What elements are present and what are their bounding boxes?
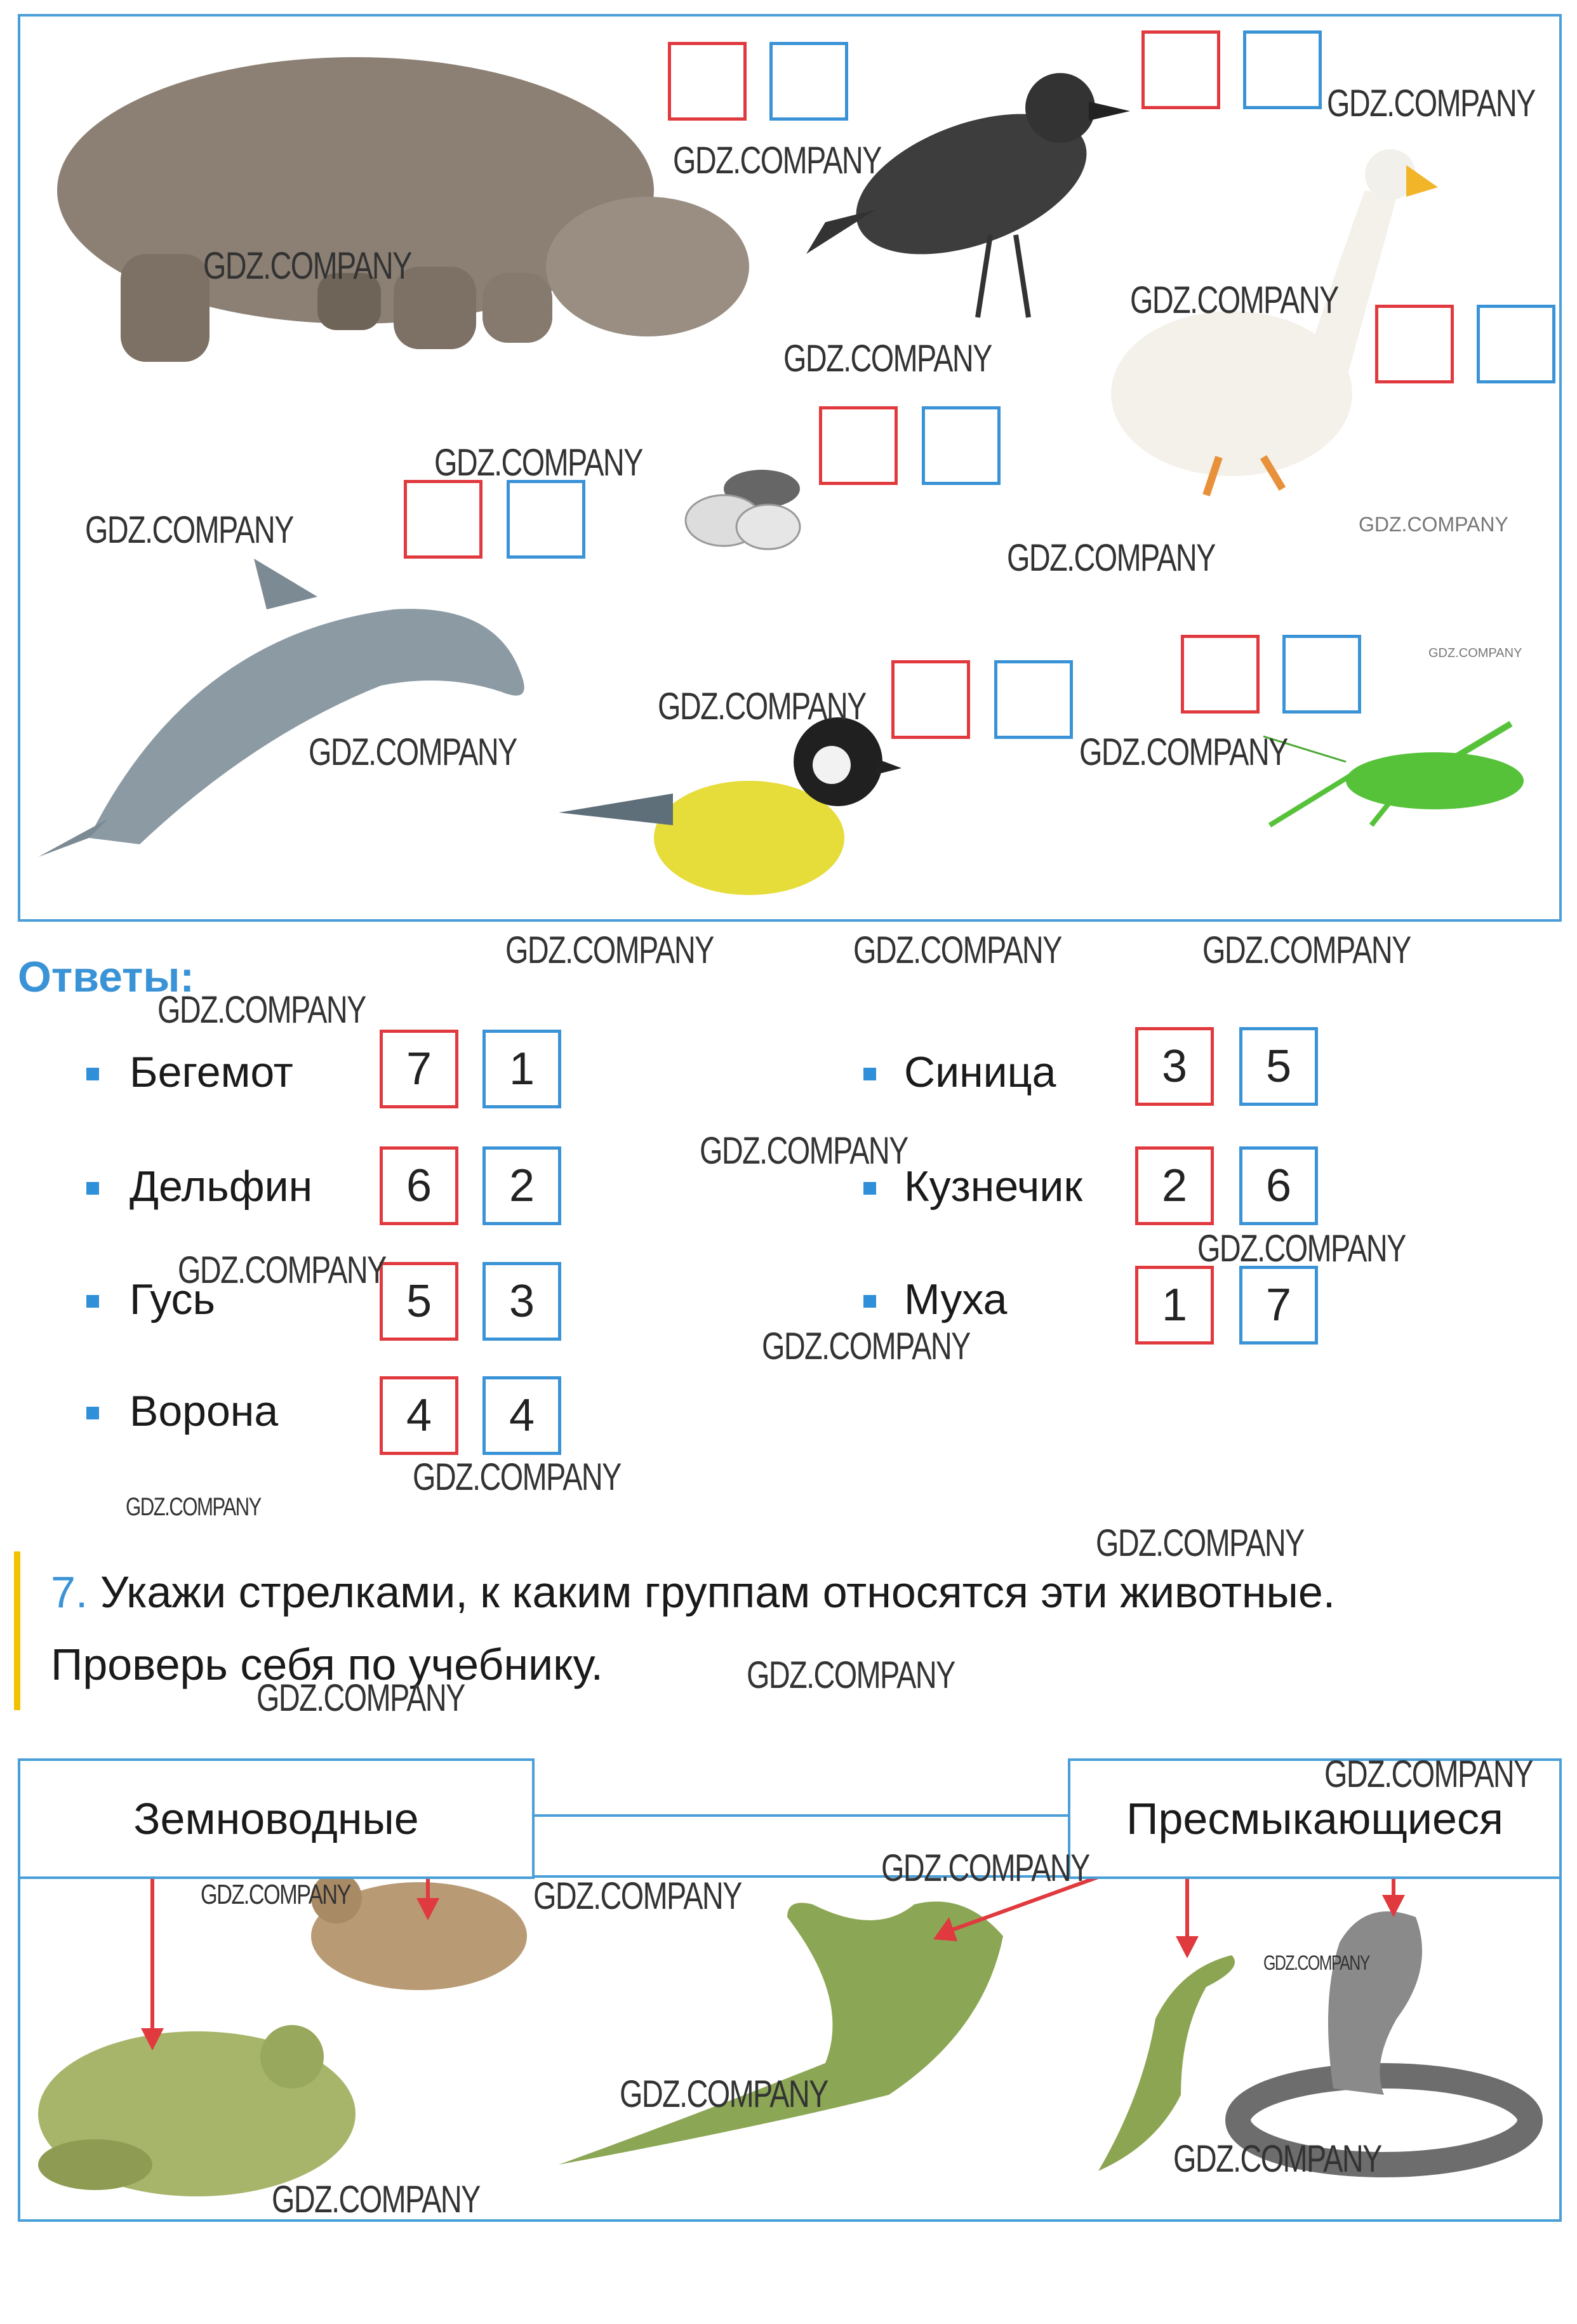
watermark: GDZ.COMPANY	[256, 1677, 465, 1719]
watermark: GDZ.COMPANY	[1130, 279, 1338, 321]
answer-blue-grasshopper: 6	[1239, 1146, 1318, 1225]
bullet	[86, 1407, 99, 1419]
dolphin-illustration	[38, 559, 524, 857]
fly-blue-box[interactable]	[922, 406, 1001, 485]
watermark: GDZ.COMPANY	[1324, 1753, 1533, 1795]
answer-blue-crow: 4	[482, 1376, 561, 1455]
bullet	[863, 1182, 876, 1195]
watermark: GDZ.COMPANY	[1079, 731, 1288, 773]
tit-blue-box[interactable]	[994, 660, 1073, 739]
watermark: GDZ.COMPANY	[762, 1325, 970, 1367]
task7-line1	[51, 1567, 1335, 1617]
watermark: GDZ.COMPANY	[272, 2178, 480, 2221]
watermark: GDZ.COMPANY	[434, 441, 642, 484]
answer-label-dolphin: Дельфин	[130, 1162, 313, 1211]
hippo-blue-box[interactable]	[769, 42, 848, 121]
goose-blue-box[interactable]	[1477, 305, 1555, 383]
bullet	[86, 1295, 99, 1308]
watermark: GDZ.COMPANY	[1327, 82, 1535, 124]
answer-label-fly: Муха	[904, 1275, 1008, 1324]
crow-blue-box[interactable]	[1243, 30, 1322, 109]
watermark: GDZ.COMPANY	[1007, 536, 1215, 579]
task7-line2: Проверь себя по учебнику.	[51, 1640, 604, 1689]
answer-label-tit: Синица	[904, 1048, 1056, 1096]
watermark: GDZ.COMPANY	[201, 1879, 350, 1910]
answer-blue-tit: 5	[1239, 1027, 1318, 1106]
watermark-small: GDZ.COMPANY	[1359, 513, 1508, 536]
watermark: GDZ.COMPANY	[673, 139, 881, 182]
watermark-small: GDZ.COMPANY	[1428, 646, 1522, 660]
answer-label-hippo: Бегемот	[130, 1048, 293, 1096]
answer-label-crow: Ворона	[130, 1387, 279, 1435]
grasshopper-red-box[interactable]	[1181, 635, 1260, 714]
answer-blue-fly: 7	[1239, 1266, 1318, 1345]
dolphin-blue-box[interactable]	[507, 480, 585, 559]
answer-blue-hippo: 1	[482, 1030, 561, 1108]
task7-line1-text: Укажи стрелками, к каким группам относятся эти животные.	[100, 1567, 1336, 1617]
tit-red-box[interactable]	[891, 660, 970, 739]
watermark: GDZ.COMPANY	[126, 1493, 261, 1521]
task-accent-bar	[14, 1551, 20, 1710]
hippo-red-box[interactable]	[668, 42, 747, 121]
answer-red-fly: 1	[1135, 1266, 1214, 1345]
answers-heading: Ответы:	[18, 953, 195, 1001]
watermark: GDZ.COMPANY	[783, 337, 992, 380]
watermark: GDZ.COMPANY	[853, 929, 1061, 971]
fly-illustration	[686, 470, 800, 549]
hippo-illustration	[57, 57, 749, 362]
bullet	[86, 1182, 99, 1195]
goose-red-box[interactable]	[1375, 305, 1454, 383]
answer-blue-dolphin: 2	[482, 1146, 561, 1225]
watermark: GDZ.COMPANY	[85, 508, 293, 551]
answer-red-goose: 5	[380, 1262, 458, 1341]
answer-red-crow: 4	[380, 1376, 458, 1455]
watermark: GDZ.COMPANY	[881, 1847, 1089, 1889]
crow-red-box[interactable]	[1141, 30, 1220, 109]
answer-label-grasshopper: Кузнечик	[904, 1162, 1083, 1211]
answer-blue-goose: 3	[482, 1262, 561, 1341]
watermark: GDZ.COMPANY	[413, 1456, 621, 1498]
bullet	[86, 1068, 99, 1080]
grasshopper-blue-box[interactable]	[1282, 635, 1361, 714]
answer-red-tit: 3	[1135, 1027, 1214, 1106]
task7-number: 7.	[51, 1567, 88, 1617]
group-amphibians: Земноводные	[18, 1758, 535, 1879]
fly-red-box[interactable]	[819, 406, 898, 485]
watermark: GDZ.COMPANY	[533, 1875, 742, 1917]
watermark: GDZ.COMPANY	[620, 2073, 828, 2115]
watermark: GDZ.COMPANY	[747, 1654, 955, 1696]
tit-illustration	[559, 717, 902, 895]
watermark: GDZ.COMPANY	[505, 929, 714, 971]
watermark: GDZ.COMPANY	[1263, 1951, 1369, 1974]
watermark: GDZ.COMPANY	[309, 731, 517, 773]
watermark: GDZ.COMPANY	[1202, 929, 1411, 971]
grasshopper-illustration	[1263, 724, 1524, 825]
answer-label-goose: Гусь	[130, 1275, 215, 1324]
watermark: GDZ.COMPANY	[203, 244, 411, 287]
crow-illustration	[806, 73, 1130, 317]
bullet	[863, 1295, 876, 1308]
watermark: GDZ.COMPANY	[178, 1249, 386, 1291]
bullet	[863, 1068, 876, 1080]
watermark: GDZ.COMPANY	[1096, 1522, 1304, 1564]
watermark: GDZ.COMPANY	[658, 685, 866, 727]
watermark: GDZ.COMPANY	[1173, 2137, 1381, 2180]
group-reptiles: Пресмыкающиеся	[1068, 1758, 1562, 1879]
dolphin-red-box[interactable]	[404, 480, 482, 559]
watermark: GDZ.COMPANY	[157, 988, 366, 1031]
watermark: GDZ.COMPANY	[700, 1129, 908, 1172]
answer-red-dolphin: 6	[380, 1146, 458, 1225]
answer-red-grasshopper: 2	[1135, 1146, 1214, 1225]
watermark: GDZ.COMPANY	[1197, 1227, 1406, 1270]
answer-red-hippo: 7	[380, 1030, 458, 1108]
